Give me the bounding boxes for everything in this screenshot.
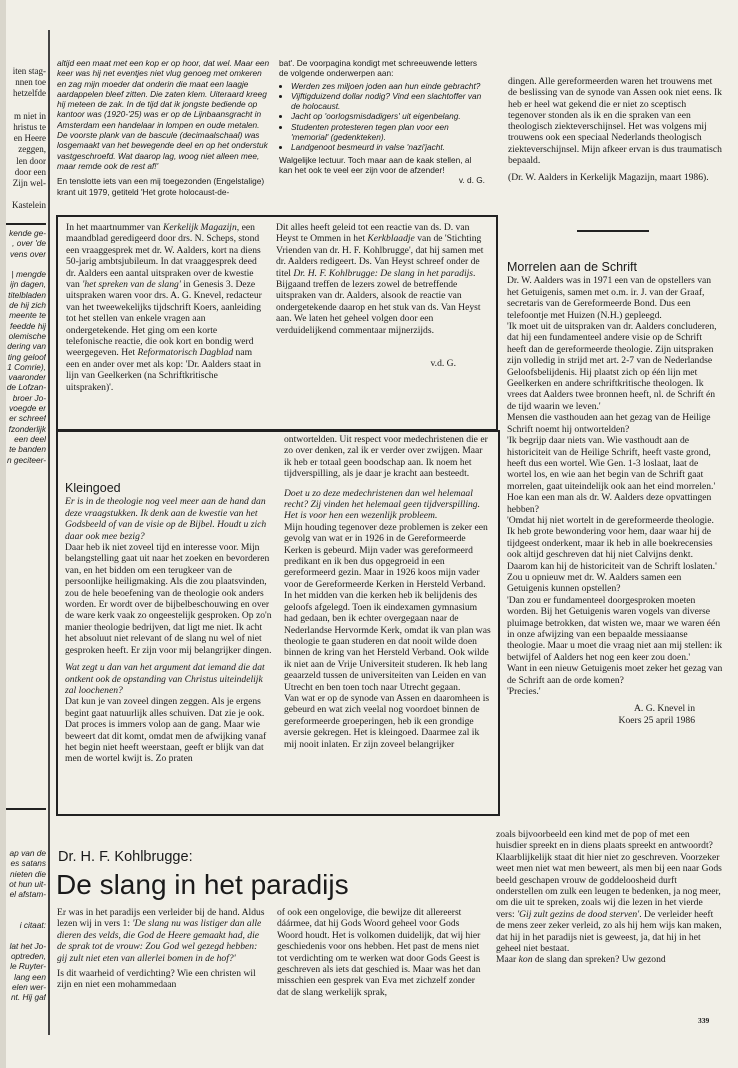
intro-right-a: Dit alles heeft geleid tot een reactie van ds. D. van Heyst te Ommen in het xyxy=(276,222,470,245)
column-3-divider xyxy=(577,230,649,232)
intro-text-b: , een maandblad geredigeerd door drs. N. Scheps, stond een vraaggesprek met dr. W. Aalders, kort na diens 50-jarig ambtsjubileum. In dat vraaggesprek deed dr. Aalders een aantal uitspraken over de kwestie van xyxy=(66,222,261,291)
morrelen-signature-1: A. G. Knevel in xyxy=(633,703,695,715)
morrelen-p2: 'Ik moet uit de uitspraken van dr. Aalders concluderen, dat hij een fundamenteel andere visie op de Schrift heeft dan de gereformeerde theologie. Zijn uitspraken zijn volledig in strijd met art. 2-7 van de Nederlandse Geloofsbelijdenis. Hij plaatst zich op één lijn met Geelkerken en andere schriftkritische theologen. Ik vrees dat Aalders twee bronnen heeft, nl. de Schrift én de tijd waarin we leven.' xyxy=(507,321,717,412)
headline-list-item: • Jacht op 'oorlogsmisdadigers' uit eigenbelang. xyxy=(291,111,485,121)
left-fragment-line xyxy=(6,910,46,920)
intro-right-c: . Bijgaand treffen de lezers zowel de betreffende uitspraken van dr. Aalders, alsook de reactie van ondergetekende daarop en het stuk van ds. Van Heyst aan. We laten het geheel volgen door een verduidelijkend commentaar mijnerzijds. xyxy=(276,267,481,336)
left-fragment-line: m niet in xyxy=(14,110,46,121)
left-fragment-line: elen wer- xyxy=(12,981,46,992)
intro-signature: v.d. G. xyxy=(430,358,456,370)
left-column-fragments-bottom xyxy=(6,848,46,1002)
left-fragment-line: te banden xyxy=(9,444,46,455)
morrelen-q4: Want in een nieuw Getuigenis moet zeker het gezag van de Schrift aan de orde komen? xyxy=(507,663,723,686)
kleingoed-heading: Kleingoed xyxy=(65,483,121,495)
left-fragment-divider-2 xyxy=(6,808,46,810)
top-col3-text: dingen. Alle gereformeerden waren het trouwens met de beslissing van de synode van Assen ook niet eens. Ik heb er heel wat gekend die er niet zo sceptisch tegenover stonden als ik en die spraken van een theologisch ziekteverschijnsel. Het was volgens mij trouwens ook een speciaal Nederlands theologisch ziekteverschijnsel. Mijn afkeer ervan is dus traumatisch bepaald. xyxy=(508,76,722,167)
left-fragment-line: es satans xyxy=(10,858,46,869)
intro-text-c: in Genesis 3. Deze uitspraken waren voor drs. A. G. Knevel, redacteur van het tweewekelijks tijdschrift Koers, aanleiding tot het stellen van enkele vragen aan ondergetekende. Het ging om een korte telefonische reactie, die ook kort en bondig werd weergegeven. Het xyxy=(66,279,262,359)
left-fragment-line: lang een xyxy=(14,971,46,982)
left-fragment-line: el afstam- xyxy=(9,889,46,900)
headline-list-item: • Studenten protesteren tegen plan voor een 'memorial' (gedenkteken). xyxy=(291,122,485,143)
gutter-rule xyxy=(48,30,50,1035)
article-col3-b: . De verleider heeft de mens zeer zeker verleid, zo als hij hem wijs kan maken, dat hij in het paradijs niet is geweest, ja, dat hij in het geheel niet bestaat. xyxy=(496,908,722,955)
morrelen-q1: Mensen die vasthouden aan het gezag van de Heilige Schrift noemt hij ontwortelden? xyxy=(507,412,711,435)
morrelen-a4: 'Precies.' xyxy=(507,686,541,698)
left-fragment-line: iten stag- xyxy=(12,66,46,76)
left-fragment-line: voegde er xyxy=(9,403,46,414)
headline-list xyxy=(279,81,485,153)
top-column-1 xyxy=(57,58,271,220)
left-fragment-line: een deel xyxy=(14,433,46,444)
kleingoed-answer-2: Dat kun je van zoveel dingen zeggen. Als je ergens begint gaat natuurlijk alles schuiven. Dat zie je ook. Dat proces is immers volop aan de gang. Maar wie beweert dat dit komt, omdat men de afwijking vanaf het begin niet heeft weerstaan, geeft er blijk van dat men de wortel kwijt is. Zo praten xyxy=(65,696,267,765)
article-column-3 xyxy=(496,829,722,1029)
left-fragment-line: vaaronder xyxy=(8,372,46,383)
left-fragment-line: 1 Comrie), xyxy=(7,361,46,372)
intro-newspaper-name: Reformatorisch Dagblad xyxy=(137,347,234,359)
kleingoed-mid-b: Mijn houding tegenover deze problemen is zeker een gevolg van wat er in 1926 in de Gereformeerde Kerken is gebeurd. Mijn vader was gereformeerd predikant en ik ben dus opgegroeid in een gereformeerd gezin. Maar in 1926 koos mijn vader voor de Gereformeerde Kerken in Hersteld Verband. In het midden van die kerken heb ik belijdenis des geloofs afgelegd. Toen ik eindexamen gymnasium had gedaan, ben ik echter overgegaan naar de Nederlandse Hervormde Kerk, omdat ik van plan was theologie te gaan studeren en dat nooit wilde doen binnen de kring van het Hersteld Verband. Ook wilde ik niet aan de Vrije Universiteit studeren. Ik heb lang geaarzeld tussen de universiteiten van Leiden en van Utrecht en ben toen toch naar Utrecht gegaan. xyxy=(284,521,491,693)
left-fragment-line: optreden, xyxy=(10,950,46,961)
left-fragment-line: nt. Hij gaf xyxy=(10,992,46,1003)
headline-list-item: • Werden zes miljoen joden aan hun einde gebracht? xyxy=(291,81,485,91)
left-fragment-line: dering van xyxy=(7,341,46,352)
top-col2-intro: bat'. De voorpagina kondigt met schreeuwende letters de volgende onderwerpen aan: xyxy=(279,58,478,79)
morrelen-a1: 'Ik begrijp daar niets van. Wie vasthoudt aan de historiciteit van de Heilige Schrift, heeft vaste grond, heeft dus een wortel. Wie Gen. 1-3 loslaat, laat de wortel los, en wie aan het begin van de Schrift gaat morrelen, gaat uiteindelijk ook aan het eind morrelen.' xyxy=(507,435,716,492)
article-col3-quote: 'Gij zult gezins de dood sterven' xyxy=(517,908,640,920)
article-col1-quote: 'De slang nu was listiger dan alle dieren des velds, die God de Heere gemaakt had, die de sprak tot de vrouw: Zou God wel gezegd hebben: gij zult niet eten van allerlei bomen in de hof?' xyxy=(57,918,262,964)
left-fragment-line: meente te xyxy=(9,310,46,321)
morrelen-q2: Hoe kan een man als dr. W. Aalders deze opvattingen hebben? xyxy=(507,492,712,515)
top-col2-signature: v. d. G. xyxy=(458,175,485,186)
left-fragment-line: broer Jo- xyxy=(12,392,46,403)
left-fragment-line: ot hun uit- xyxy=(9,878,46,889)
headline-list-item: • Vijftigduizend dollar nodig? Vind een slachtoffer van de holocaust. xyxy=(291,91,485,112)
left-fragment-line: zeggen, xyxy=(18,144,46,155)
article-col3-c-italic: kon xyxy=(518,954,533,966)
article-title: De slang in het paradijs xyxy=(56,869,349,900)
left-fragment-line: , over 'de xyxy=(12,238,46,249)
top-col1-text-b: En tenslotte iets van een mij toegezonden (Engelstalige) krant uit 1979, getiteld 'Het grote holocaust-de- xyxy=(57,176,265,197)
article-col3-c-pre: Maar xyxy=(496,954,519,966)
morrelen-p1: Dr. W. Aalders was in 1971 een van de opstellers van het Getuigenis, samen met o.m. ir. J. van der Graaf, secretaris van de Gereformeerde Bond. Dus een telefoontje met Huizen (N.H.) gepleegd. xyxy=(507,275,712,321)
left-fragment-line: n geciteer- xyxy=(6,454,46,465)
intro-right-column xyxy=(276,222,486,422)
top-col3-source: (Dr. W. Aalders in Kerkelijk Magazijn, maart 1986). xyxy=(508,172,709,184)
left-fragment-line: len door xyxy=(16,155,46,166)
article-col1-a: Er was in het paradijs een verleider bij de hand. Aldus lezen wij in vers 1: xyxy=(57,907,265,930)
left-fragment-line: er schreef xyxy=(9,413,46,424)
left-fragment-line: kende ge- xyxy=(9,228,46,238)
intro-left-column xyxy=(66,222,263,422)
morrelen-a3: 'Dan zou er fundamenteel doorgesproken moeten worden. Bij het Getuigenis waren vogels van diverse pluimage betrokken, dat wisten we, maar we waren één in onze afwijzing van een bepaalde messiaanse theologie. Maar u moet die vraag niet aan mij stellen: ik betwijfel of Aalders het nog een keer zou doen.' xyxy=(507,594,722,663)
kleingoed-question-1: Er is in de theologie nog veel meer aan de hand dan deze vraagstukken. Ik denk aan de kwestie van het Godsbeeld of van de visie op de Bijbel. Houdt u zich daar ook mee bezig? xyxy=(65,496,267,542)
left-fragment-line: Kastelein xyxy=(12,200,46,211)
kleingoed-answer-1: Daar heb ik niet zoveel tijd en interesse voor. Mijn belangstelling gaat uit naar het zoeken en bevorderen van, en het bidden om een terugkeer van de persoonlijke heiligmaking. Als die zou plaatsvinden, zou de hele beoefening van de theologie ook anders worden. Er wordt over de bijbelbeschouwing en over de ware kerk vaak zo ongeestelijk gesproken. Op zo'n manier theologie bedrijven, dat ligt me niet. Ik acht het absoluut niet relevant of de slang nu wel of niet gesproken heeft. Er zijn voor mij belangrijker dingen. xyxy=(65,542,272,656)
left-column-fragments-mid xyxy=(6,228,46,465)
top-column-3 xyxy=(508,76,722,226)
left-fragment-line: olemische xyxy=(8,330,46,341)
left-fragment-line: lat het Jo- xyxy=(9,940,46,951)
intro-right-title: Dr. H. F. Kohlbrugge: De slang in het paradijs xyxy=(293,267,474,279)
page-number: 339 xyxy=(698,1016,710,1025)
left-fragment-line: nieten die xyxy=(10,868,46,879)
intro-magazine-name: Kerkelijk Magazijn xyxy=(162,222,237,233)
left-fragment-line: ijn dagen, xyxy=(10,279,46,290)
kleingoed-mid-a: ontwortelden. Uit respect voor medechristenen die er zo over denken, zal ik er verder over zwijgen. Maar ik heb er totaal geen boodschap aan. Ik noem het tijdverspilling, als je daar je kracht aan besteedt. xyxy=(284,434,488,480)
left-fragment-line: ting geloof xyxy=(7,351,46,362)
morrelen-column xyxy=(507,262,723,812)
headline-list-item: • Landgenoot besmeurd in valse 'nazi'jacht. xyxy=(291,142,485,152)
left-fragment-divider xyxy=(6,223,46,225)
left-fragment-line: vens over xyxy=(10,248,46,259)
left-fragment-line xyxy=(6,930,46,940)
left-fragment-line: ap van de xyxy=(9,848,46,858)
kleingoed-mid-question: Doet u zo deze medechristenen dan wel helemaal recht? Zij vinden het helemaal geen tijdverspilling. Het is voor hen een wezenlijk probleem. xyxy=(284,487,481,522)
kleingoed-left-column xyxy=(65,483,274,809)
left-fragment-line xyxy=(6,100,46,111)
morrelen-q3: Zou u opnieuw met dr. W. Aalders samen een Getuigenis kunnen opstellen? xyxy=(507,571,682,595)
left-fragment-line: feedde hij xyxy=(10,320,46,331)
morrelen-a2: 'Omdat hij niet wortelt in de gereformeerde theologie. Ik heb grote bewondering voor hem, daar waar hij de tijdgeest onderkent, maar ik heb in alle boekrecensies ook altijd geschreven dat hij niet Calvijns denkt. Daarom kan hij de historiciteit van de Schrift loslaten.' xyxy=(507,514,717,572)
intro-right-b: van de 'Stichting Vrienden van dr. H. F. Kohlbrugge', dat hij samen met dr. Aalders redigeert. Ds. Van Heyst schreef onder de titel xyxy=(276,233,484,279)
article-col2-text: of ook een ongelovige, die bewijze dit allereerst dáármee, dat hij Gods Woord geheel voor Gods Woord houdt. Het is volkomen duidelijk, dat wij hier geschiedenis voor ons hebben. Het past de mens niet tot verdichting om te werken wat door Gods Geest is geschreven als iets dat geschied is. Maar was het dan misschien een gesprek van Eva met zichzelf zonder dat de slang werkelijk sprak, xyxy=(277,907,481,998)
kleingoed-question-2: Wat zegt u dan van het argument dat iemand die dat ontkent ook de opstanding van Christus uiteindelijk zal loochenen? xyxy=(65,662,265,696)
left-fragment-line: i citaat: xyxy=(19,920,46,931)
article-kicker: Dr. H. F. Kohlbrugge: xyxy=(58,849,193,865)
intro-right-magazine: Kerkblaadje xyxy=(367,233,415,245)
left-fragment-line: de hij zich xyxy=(9,300,46,311)
left-fragment-line xyxy=(6,259,46,269)
top-col2-after: Walgelijke lectuur. Toch maar aan de kaak stellen, al kan het ook te veel eer zijn voor de afzender! xyxy=(279,154,472,175)
top-column-2 xyxy=(279,58,485,220)
kleingoed-mid-c: Van wat er op de synode van Assen en daaromheen is gebeurd en wat zich veelal nog voordoet binnen de gereformeerde groeperingen, heb ik een grondige aversie gekregen. Het is kleingoed. Daarmee zal ik mij nooit inlaten. Er zijn zoveel belangrijker xyxy=(284,692,490,750)
top-col1-text: altijd een maat met een kop er op hoor, dat wel. Maar een keer was hij net eventjes niet vlug genoeg met omkeren en zag mijn moeder dat onderin die maat een laagje aardappelen bleef zitten. Die zaten klem. Uiteraard kreeg hij meteen de zak. In de tijd dat ik jongste bediende op kantoor was (1920-'25) was er op de Lijnbaansgracht in Amsterdam een handelaar in lompen en oude metalen. De voorste plank van de bascule (decimaalschaal) was losgemaakt van het bewegende deel en op het onderstuk vastgeschroefd. Wat daarop lag, woog niet alleen mee, maar remde ook de rest af!' xyxy=(57,58,270,171)
left-fragment-line xyxy=(6,189,46,200)
left-fragment-line xyxy=(6,899,46,909)
article-col1-b: Is dit waarheid of verdichting? Wie een christen wil zijn en niet een mohammedaan xyxy=(57,968,256,991)
article-col3-c-post: de slang dan spreken? Uw gezond xyxy=(532,954,666,966)
left-fragment-line: door een xyxy=(14,166,46,177)
intro-serpent-quote: 'het spreken van de slang' xyxy=(82,279,181,291)
left-fragment-line: hetzelfde xyxy=(13,88,46,99)
article-column-1 xyxy=(57,907,265,1029)
left-fragment-line: fzonderlijk xyxy=(8,423,46,434)
left-fragment-line: hristus te xyxy=(13,122,46,133)
morrelen-signature-2: Koers 25 april 1986 xyxy=(618,714,695,726)
kleingoed-right-column xyxy=(284,434,492,810)
article-col3-c xyxy=(496,954,722,965)
article-col3-a: zoals bijvoorbeeld een kind met de pop of met een huisdier spreekt en in diens plaats spreekt en antwoordt? Klaarblijkelijk staat dit hier niet zo geschreven. Voorzeker weet men niet wat men beweert, als men bij een naar Gods beeld geschapen vrouw de goddeloosheid durft onderstellen om zulk een leugen te bedenken, ja nog meer, om die uit te spreken, zoals wij die lezen in het vierde vers: xyxy=(496,829,722,920)
left-fragment-line: Zijn wel- xyxy=(12,178,46,189)
left-fragment-line: | mengde xyxy=(11,269,46,280)
left-fragment-line: en Heere xyxy=(13,133,46,144)
left-column-fragments-top xyxy=(6,66,46,212)
left-fragment-line: de Lofzan- xyxy=(6,382,46,393)
article-column-2 xyxy=(277,907,486,1029)
left-fragment-line: le Ruyter- xyxy=(10,961,46,972)
left-fragment-line: titelbladen xyxy=(8,289,46,300)
morrelen-heading: Morrelen aan de Schrift xyxy=(507,262,637,274)
left-fragment-line: nnen toe xyxy=(15,77,46,88)
intro-text-d: nam een en ander over met als kop: 'Dr. Aalders staat in lijn van Geelkerken (na Schriftkritische uitspraken)'. xyxy=(66,347,261,393)
intro-text-a: In het maartnummer van xyxy=(66,222,163,233)
